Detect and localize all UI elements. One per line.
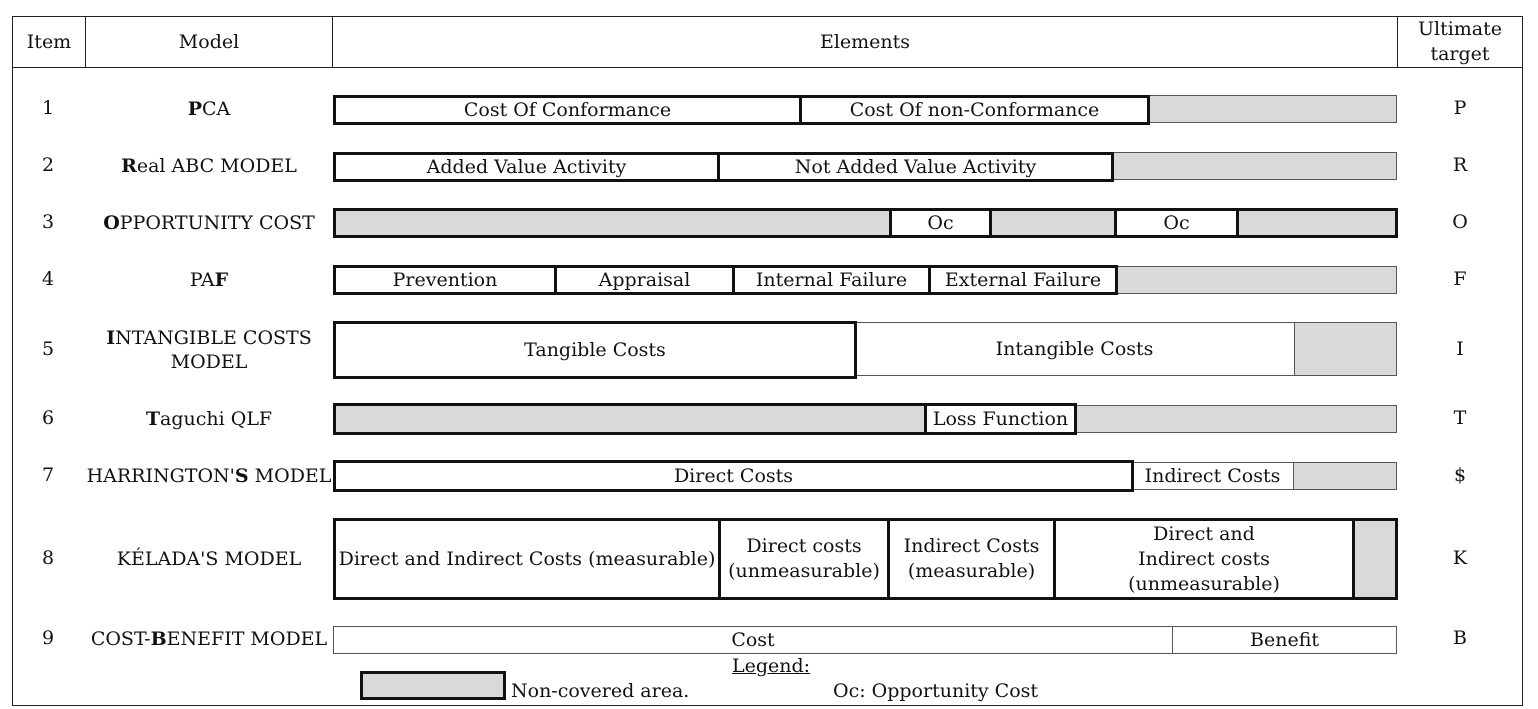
row-1-target: P <box>1453 97 1467 119</box>
row-9-segment: Cost <box>333 626 1173 654</box>
row-8-noncovered <box>1352 518 1398 600</box>
row-9-target: B <box>1453 627 1467 649</box>
row-7-noncovered <box>1292 462 1397 490</box>
row-8-segment: Direct and Indirect costs (unmeasurable) <box>1053 518 1355 600</box>
row-9-segment: Benefit <box>1172 626 1397 654</box>
header-ultimate-target: Ultimate target <box>1417 18 1503 65</box>
row-6-item: 6 <box>41 407 55 429</box>
row-4-item: 4 <box>41 268 55 290</box>
header-model: Model <box>178 30 240 53</box>
row-3-segment-oc: Oc <box>889 208 992 238</box>
row-9-model: COST-BENEFIT MODEL <box>90 628 328 650</box>
row-4-segment: Internal Failure <box>732 265 931 295</box>
row-1-item: 1 <box>41 97 55 119</box>
row-7-segment: Indirect Costs <box>1131 462 1294 490</box>
row-7-segment: Direct Costs <box>333 460 1134 492</box>
header-item: Item <box>26 30 72 53</box>
row-6-noncovered <box>333 403 927 435</box>
row-8-segment: Direct costs (unmeasurable) <box>718 518 890 600</box>
row-5-item: 5 <box>41 338 55 360</box>
row-8-item: 8 <box>41 547 55 569</box>
row-3-target: O <box>1452 211 1468 233</box>
row-5-segment: Tangible Costs <box>333 321 857 379</box>
row-1-model: PCA <box>187 98 231 120</box>
row-2-noncovered <box>1110 152 1397 180</box>
row-2-segment: Added Value Activity <box>333 152 720 182</box>
row-4-noncovered <box>1114 266 1397 294</box>
legend-swatch <box>360 671 506 700</box>
row-6-target: T <box>1453 407 1467 429</box>
row-4-segment: Appraisal <box>554 265 735 295</box>
row-4-segment: External Failure <box>928 265 1118 295</box>
row-3-segment-oc: Oc <box>1114 208 1239 238</box>
header-elements: Elements <box>819 30 911 53</box>
row-4-segment: Prevention <box>333 265 557 295</box>
row-1-noncovered <box>1146 95 1397 123</box>
row-8-segment: Direct and Indirect Costs (measurable) <box>333 518 721 600</box>
row-9-item: 9 <box>41 627 55 649</box>
row-2-item: 2 <box>41 154 55 176</box>
row-7-item: 7 <box>41 464 55 486</box>
row-8-target: K <box>1452 547 1468 569</box>
row-6-model: Taguchi QLF <box>145 408 273 430</box>
row-7-model: HARRINGTON'S MODEL <box>86 465 332 487</box>
row-7-target: $ <box>1453 464 1467 486</box>
row-4-model: PAF <box>189 269 229 291</box>
legend-noncovered-label: Non-covered area. <box>511 680 690 702</box>
row-5-model: INTANGIBLE COSTS MODEL <box>106 327 312 373</box>
row-2-target: R <box>1452 154 1468 176</box>
row-3-item: 3 <box>41 211 55 233</box>
legend-oc-label: Oc: Opportunity Cost <box>833 680 1039 702</box>
row-5-target: I <box>1456 338 1464 360</box>
legend-title: Legend: <box>732 655 811 677</box>
row-8-model: KÉLADA'S MODEL <box>116 548 302 570</box>
row-5-noncovered <box>1293 322 1397 376</box>
row-2-model: Real ABC MODEL <box>121 155 297 177</box>
row-1-segment: Cost Of Conformance <box>333 95 802 125</box>
row-3-model: OPPORTUNITY COST <box>103 212 315 234</box>
row-4-target: F <box>1453 268 1467 290</box>
row-5-segment: Intangible Costs <box>854 322 1295 376</box>
row-8-segment: Indirect Costs (measurable) <box>887 518 1056 600</box>
row-6-segment: Loss Function <box>924 403 1077 435</box>
row-1-segment: Cost Of non-Conformance <box>799 95 1150 125</box>
row-6-noncovered <box>1072 405 1397 433</box>
row-2-segment: Not Added Value Activity <box>717 152 1114 182</box>
